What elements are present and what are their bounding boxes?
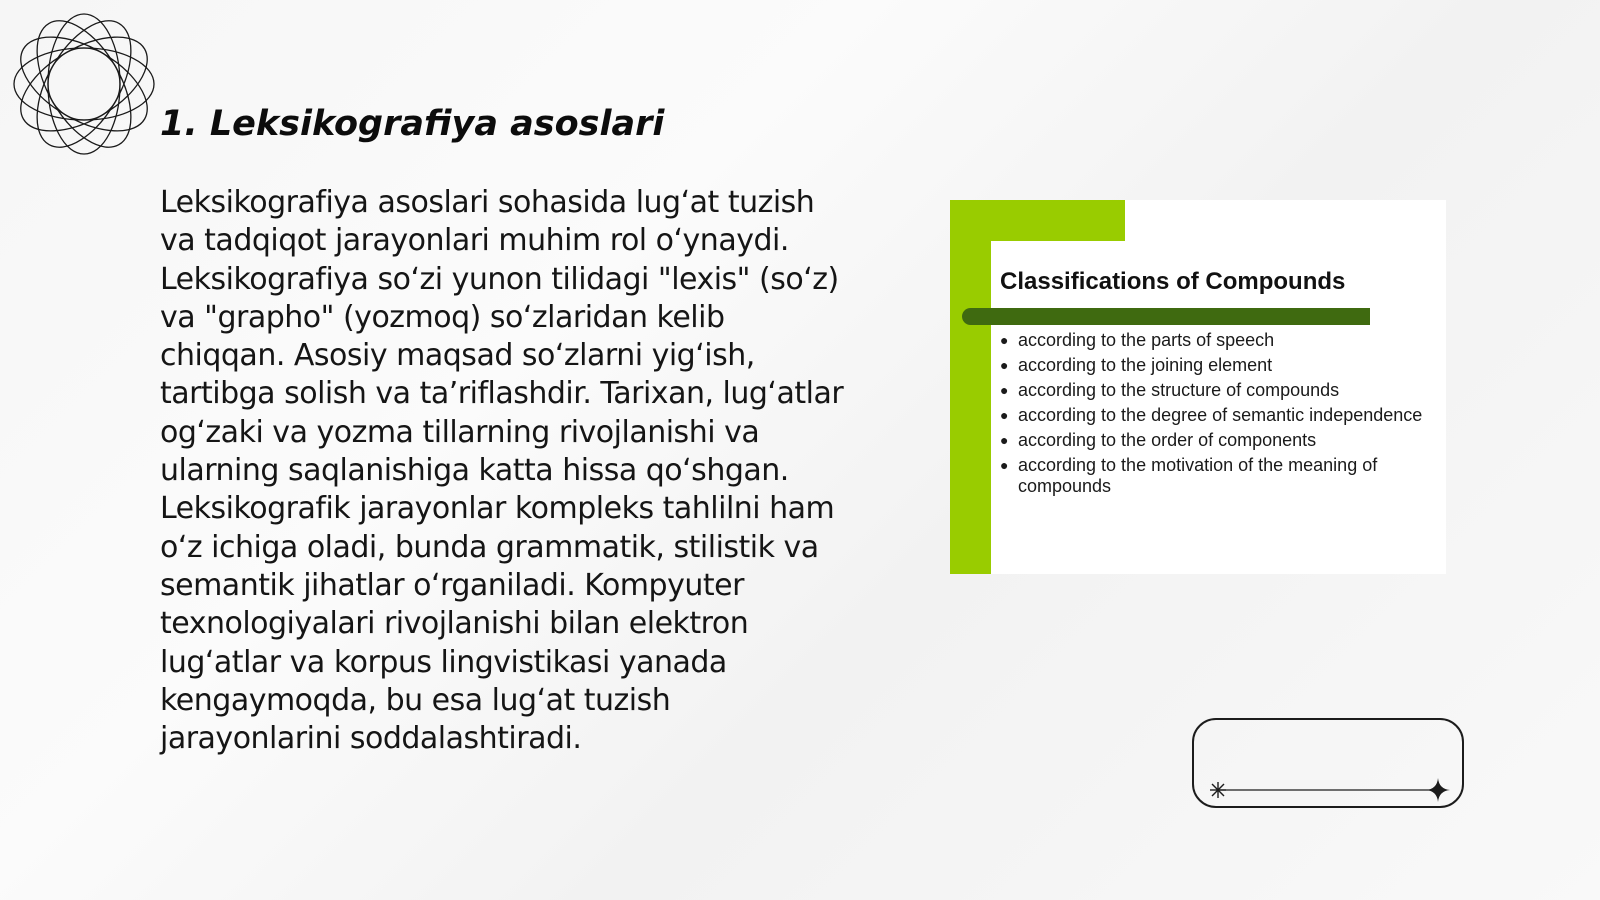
star-icon — [1426, 778, 1450, 802]
bullet-icon: ● — [1000, 432, 1009, 448]
decorative-frame — [1192, 718, 1464, 808]
list-item-text: according to the motivation of the meaning of compounds — [1018, 455, 1378, 496]
list-item — [1000, 405, 1430, 426]
classification-list — [1000, 330, 1430, 501]
list-item-text: according to the structure of compounds — [1018, 380, 1340, 400]
bullet-icon: ● — [1000, 357, 1009, 373]
figure-title: Classifications of Compounds — [1000, 268, 1346, 295]
list-item — [1000, 380, 1430, 401]
green-horizontal-bar — [950, 200, 1125, 241]
flower-of-life-icon — [10, 10, 158, 158]
list-item — [1000, 355, 1430, 376]
green-vertical-bar — [950, 200, 991, 574]
list-item-text: according to the degree of semantic independence — [1018, 405, 1423, 425]
list-item — [1000, 330, 1430, 351]
sparkle-icon — [1210, 782, 1226, 798]
list-item-text: according to the joining element — [1018, 355, 1273, 375]
title-underline-bar — [962, 308, 1370, 325]
list-item — [1000, 455, 1430, 497]
bullet-icon: ● — [1000, 457, 1009, 473]
body-paragraph: Leksikografiya asoslari sohasida lug‘at tuzish va tadqiqot jarayonlari muhim rol o‘ynaydi. Leksikografiya so‘zi yunon tilidagi "lexis" (so‘z) va "grapho" (yozmoq) so‘zlaridan kelib chiqqan. Asosiy maqsad so‘zlarni yig‘ish, tartibga solish va ta’riflashdir. Tarixan, lug‘atlar og‘zaki va yozma tillarning rivojlanishi va ularning saqlanishiga katta hissa qo‘shgan. Leksikografik jarayonlar kompleks tahlilni ham o‘z ichiga oladi, bunda grammatik, stilistik va semantik jihatlar o‘rganiladi. Kompyuter texnologiyalari rivojlanishi bilan elektron lug‘atlar va korpus lingvistikasi yanada kengaymoqda, bu esa lug‘at tuzish jarayonlarini soddalashtiradi. — [160, 185, 844, 757]
page-title: 1. Leksikografiya asoslari — [160, 104, 665, 144]
bullet-icon: ● — [1000, 407, 1009, 423]
list-item-text: according to the parts of speech — [1018, 330, 1275, 350]
bullet-icon: ● — [1000, 332, 1009, 348]
frame-line — [1194, 720, 1466, 810]
compounds-figure — [950, 200, 1446, 574]
bullet-icon: ● — [1000, 382, 1009, 398]
list-item-text: according to the order of components — [1018, 430, 1317, 450]
list-item — [1000, 430, 1430, 451]
